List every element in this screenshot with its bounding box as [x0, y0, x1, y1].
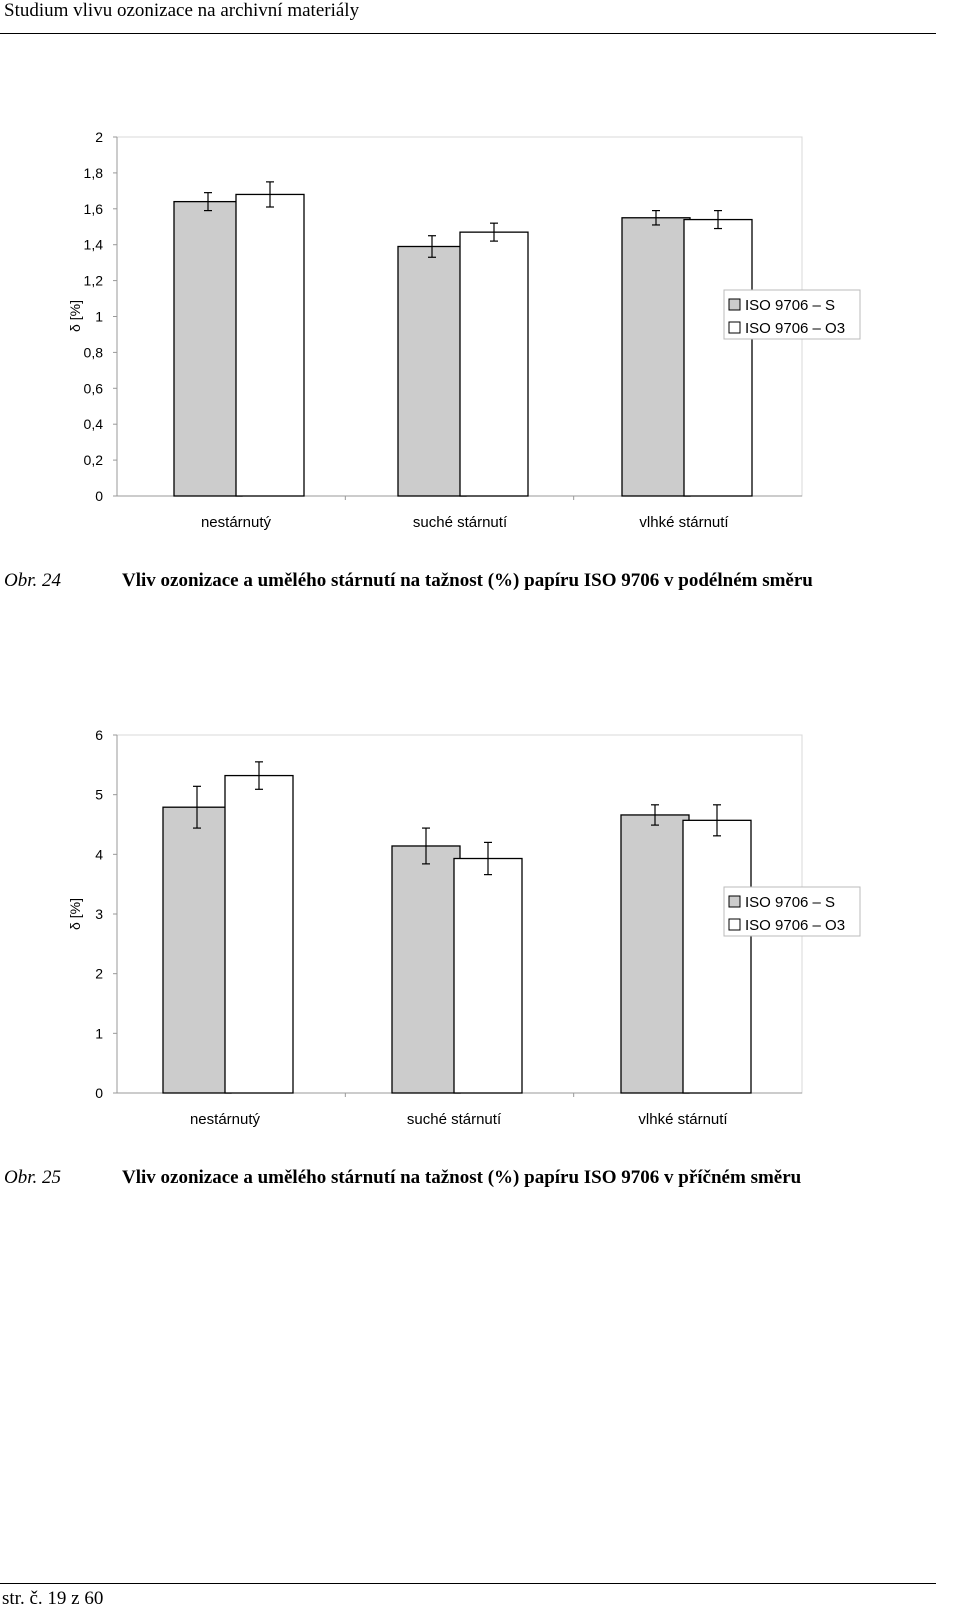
legend-label: ISO 9706 – S: [745, 297, 836, 314]
x-tick-label: vlhké stárnutí: [638, 1111, 728, 1128]
y-tick-label: 4: [95, 846, 103, 863]
y-tick-label: 0: [95, 1085, 103, 1101]
y-tick-label: 6: [95, 727, 103, 743]
bar: [225, 776, 293, 1093]
x-tick-label: nestárnutý: [200, 514, 272, 531]
legend-label: ISO 9706 – S: [745, 894, 836, 911]
bar: [454, 859, 522, 1093]
y-tick-label: 0,2: [83, 452, 103, 469]
running-head: Studium vlivu ozonizace na archivní materiály: [4, 0, 360, 21]
x-tick-label: nestárnutý: [189, 1111, 261, 1128]
legend-label: ISO 9706 – O3: [745, 917, 846, 934]
page-number: str. č. 19 z 60: [2, 1588, 104, 1609]
bar: [683, 820, 751, 1093]
figure-number: Obr. 25: [4, 1167, 62, 1188]
footer-rule: [0, 1583, 936, 1584]
legend-swatch: [729, 896, 740, 907]
y-tick-label: 0,4: [83, 416, 103, 433]
y-tick-label: 1,8: [83, 164, 103, 181]
figure-number: Obr. 24: [4, 570, 62, 591]
y-tick-label: 1: [95, 308, 103, 325]
y-tick-label: 1,4: [83, 236, 103, 253]
y-tick-label: 1,2: [83, 272, 103, 289]
y-tick-label: 1: [95, 1025, 103, 1042]
y-tick-label: 0,6: [83, 380, 103, 397]
y-tick-label: 2: [95, 129, 103, 145]
y-tick-label: 0: [95, 488, 103, 504]
y-tick-label: 0,8: [83, 344, 103, 361]
legend-swatch: [729, 919, 740, 930]
x-tick-label: vlhké stárnutí: [639, 514, 729, 531]
y-axis-label: δ [%]: [67, 898, 83, 930]
y-tick-label: 5: [95, 786, 103, 803]
figure-caption-text: Vliv ozonizace a umělého stárnutí na tažnost (%) papíru ISO 9706 v příčném směru: [122, 1167, 802, 1188]
x-tick-label: suché stárnutí: [406, 1111, 502, 1128]
y-tick-label: 3: [95, 906, 103, 922]
y-axis-label: δ [%]: [67, 300, 83, 332]
y-tick-label: 1,6: [83, 200, 103, 217]
bar: [163, 807, 231, 1093]
y-tick-label: 2: [95, 965, 103, 982]
bar: [621, 815, 689, 1093]
bar: [392, 846, 460, 1093]
x-tick-label: suché stárnutí: [412, 514, 508, 531]
legend-label: ISO 9706 – O3: [745, 320, 846, 337]
figure-caption-text: Vliv ozonizace a umělého stárnutí na tažnost (%) papíru ISO 9706 v podélném směru: [122, 570, 813, 591]
